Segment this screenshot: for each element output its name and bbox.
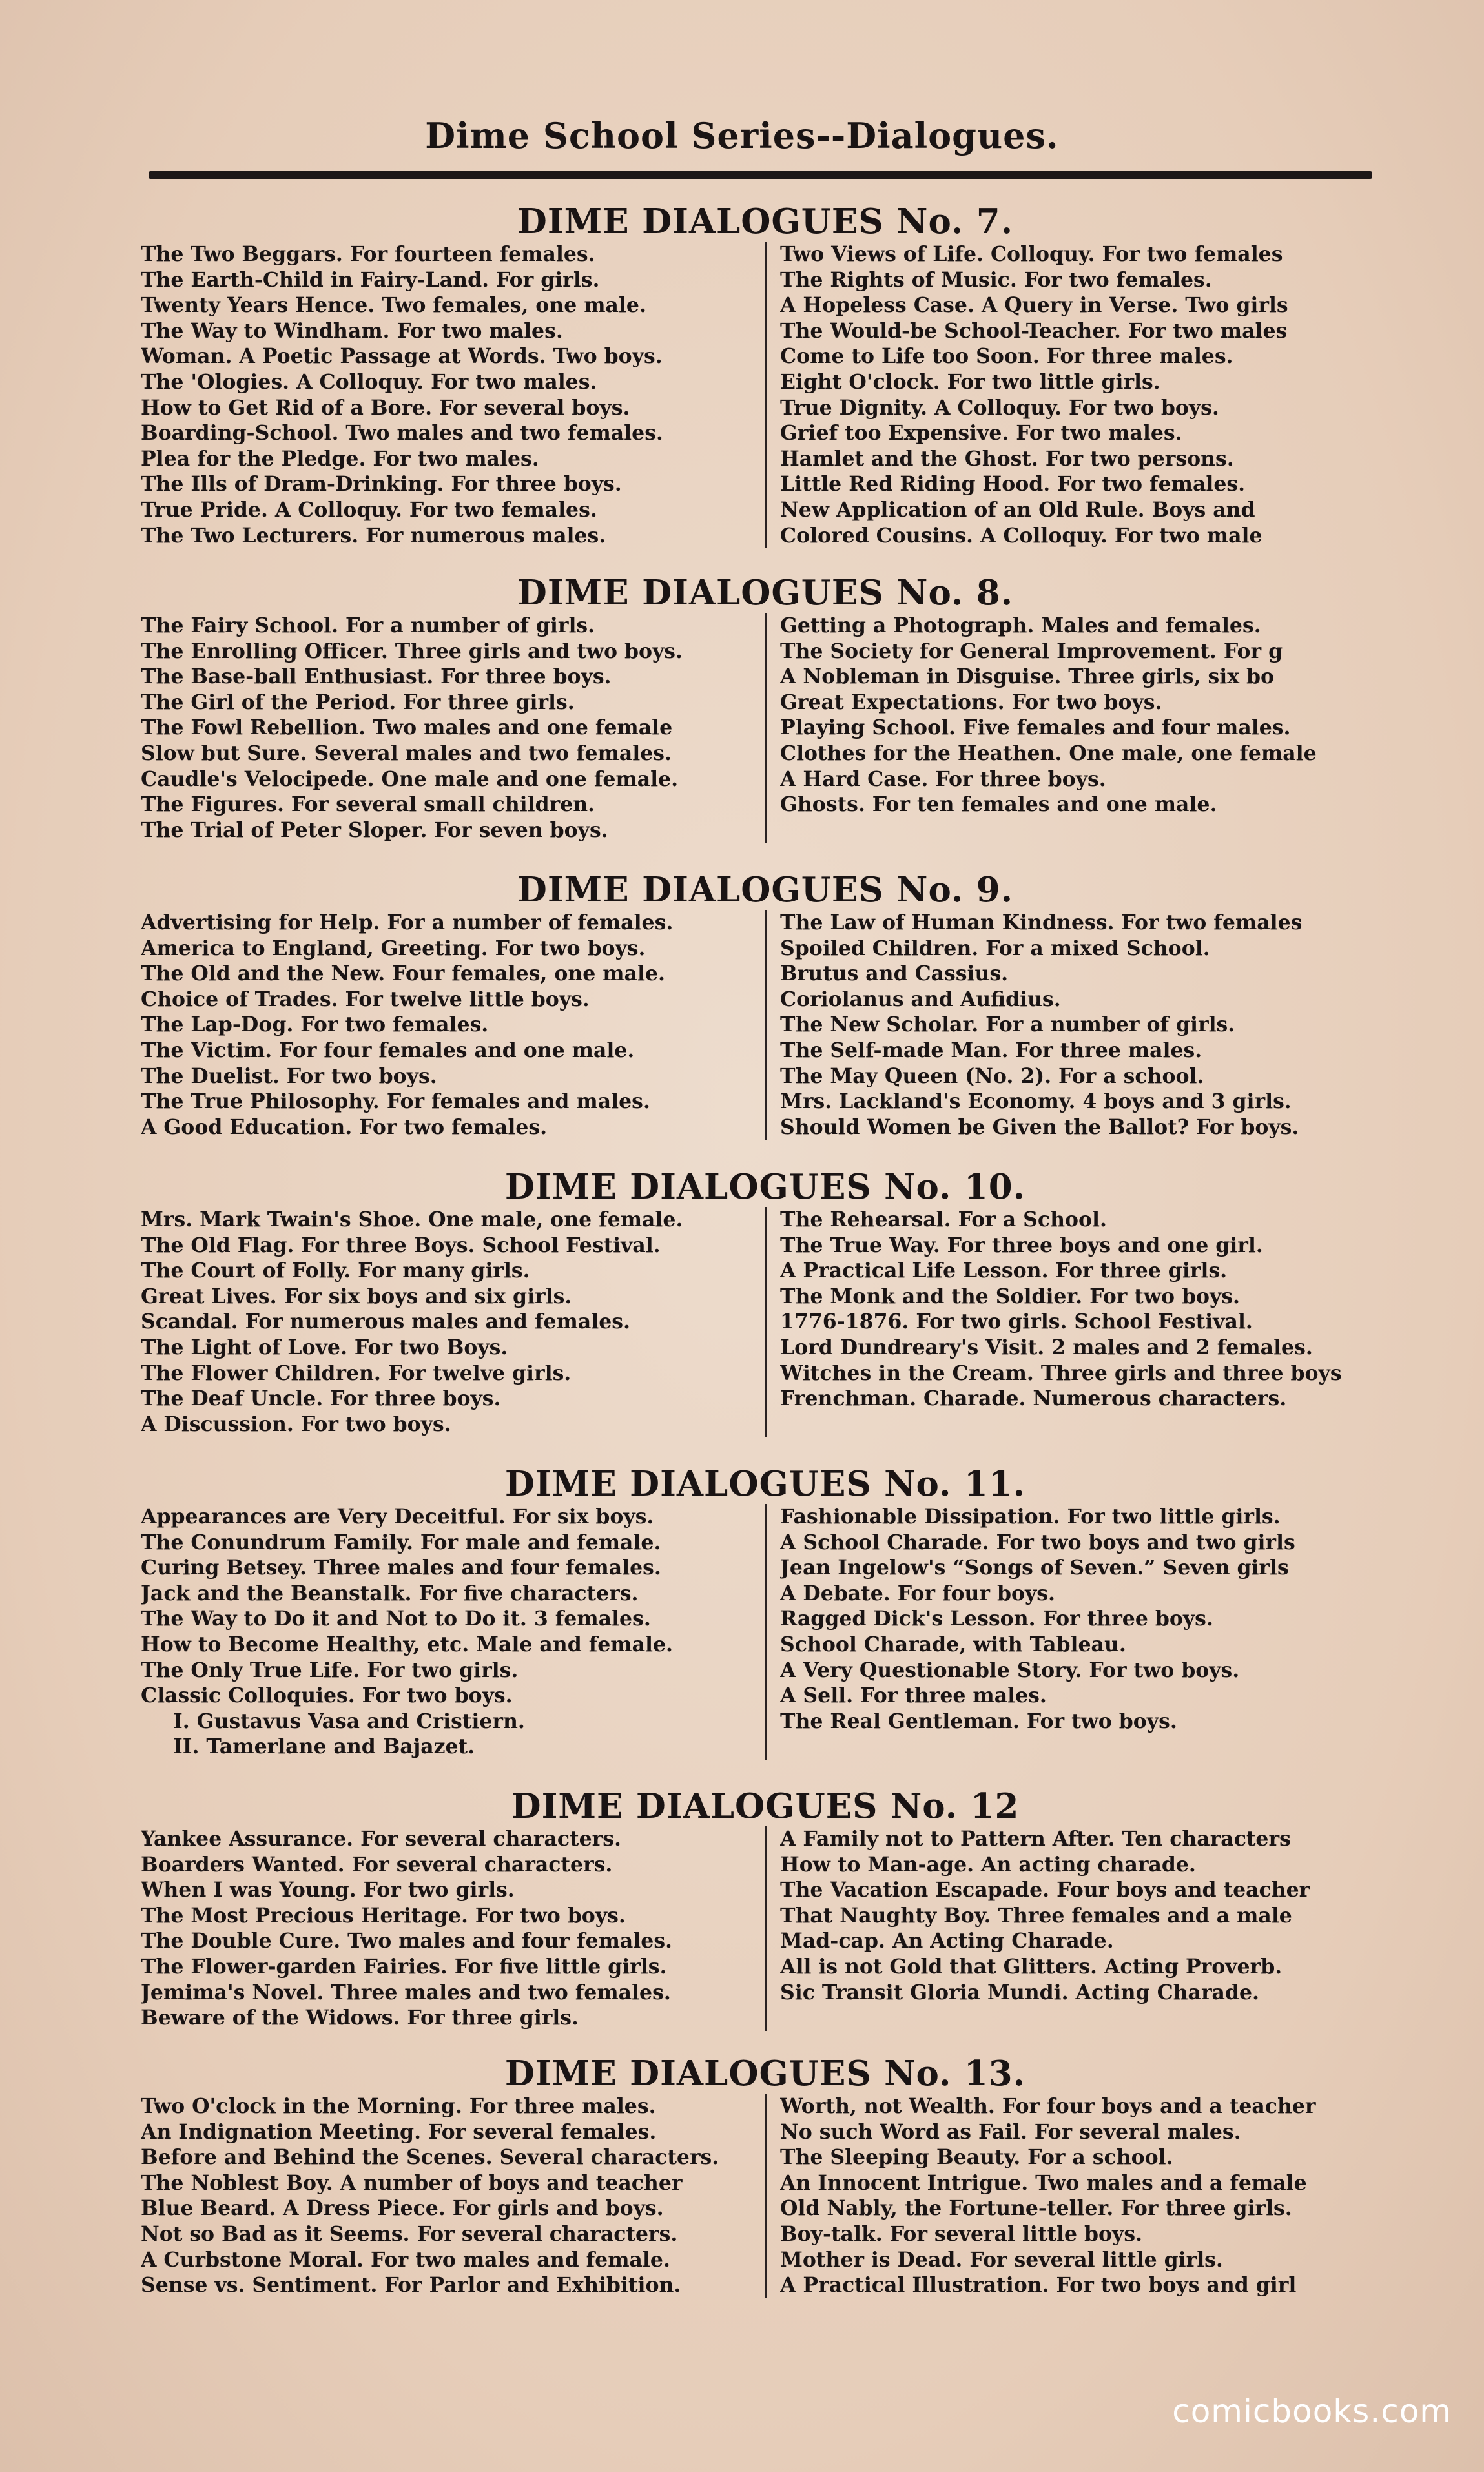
section-columns: [136, 2094, 1395, 2298]
list-item: The Victim. For four females and one male.: [141, 1038, 635, 1062]
list-item: The Two Lecturers. For numerous males.: [141, 523, 606, 548]
list-item: The Only True Life. For two girls.: [141, 1658, 519, 1682]
list-item: The Society for General Improvement. For g: [780, 639, 1283, 663]
list-item: The Figures. For several small children.: [141, 792, 595, 817]
list-item: The Noblest Boy. A number of boys and teacher: [141, 2170, 683, 2195]
list-item: Classic Colloquies. For two boys.: [141, 1684, 513, 1708]
list-item: No such Word as Fail. For several males.: [780, 2119, 1241, 2144]
list-item: The Flower-garden Fairies. For five little girls.: [141, 1954, 667, 1979]
list-item: The Sleeping Beauty. For a school.: [780, 2145, 1173, 2170]
list-item: All is not Gold that Glitters. Acting Proverb.: [780, 1954, 1283, 1979]
list-item: The Way to Windham. For two males.: [141, 318, 563, 343]
list-item: The Lap-Dog. For two females.: [141, 1013, 489, 1037]
list-item: Sense vs. Sentiment. For Parlor and Exhibition.: [141, 2273, 681, 2298]
list-item: The Enrolling Officer. Three girls and two boys.: [141, 639, 683, 663]
left-column: [136, 1207, 765, 1437]
list-item: America to England, Greeting. For two boys.: [141, 936, 646, 960]
list-item: The Old and the New. Four females, one male.: [141, 962, 665, 986]
list-item: Hamlet and the Ghost. For two persons.: [780, 446, 1234, 471]
list-item: When I was Young. For two girls.: [141, 1878, 515, 1902]
right-column: [765, 1207, 1395, 1437]
list-item: Slow but Sure. Several males and two females.: [141, 741, 672, 765]
list-item: The Light of Love. For two Boys.: [141, 1335, 508, 1359]
list-item: 1776-1876. For two girls. School Festival.: [780, 1310, 1253, 1334]
list-item: The Way to Do it and Not to Do it. 3 females.: [141, 1607, 651, 1631]
list-item: Before and Behind the Scenes. Several characters.: [141, 2145, 719, 2170]
section-title: DIME DIALOGUES No. 13.: [504, 2054, 1026, 2094]
list-item: The Two Beggars. For fourteen females.: [141, 242, 595, 266]
list-item: The Duelist. For two boys.: [141, 1064, 437, 1088]
list-item: Two O'clock in the Morning. For three males.: [141, 2094, 656, 2118]
list-item: The Flower Children. For twelve girls.: [141, 1361, 572, 1385]
list-item: Blue Beard. A Dress Piece. For girls and boys.: [141, 2196, 664, 2221]
list-item: The Would-be School-Teacher. For two males: [780, 318, 1288, 343]
list-item: An Indignation Meeting. For several females.: [141, 2119, 657, 2144]
list-item: Boarders Wanted. For several characters.: [141, 1852, 613, 1877]
list-item: A Family not to Pattern After. Ten characters: [780, 1827, 1291, 1851]
list-item: Colored Cousins. A Colloquy. For two male: [780, 523, 1262, 548]
list-item: A Curbstone Moral. For two males and female.: [141, 2247, 670, 2272]
list-item: The Rehearsal. For a School.: [780, 1208, 1107, 1231]
list-item: A Hopeless Case. A Query in Verse. Two girls: [780, 293, 1288, 318]
list-item: A Sell. For three males.: [780, 1684, 1047, 1708]
list-item: True Dignity. A Colloquy. For two boys.: [780, 395, 1219, 420]
list-item: The Double Cure. Two males and four females.: [141, 1929, 673, 1953]
section-dialogues-12: [136, 1786, 1395, 2031]
list-item: The Girl of the Period. For three girls.: [141, 690, 575, 714]
list-item: The Law of Human Kindness. For two females: [780, 911, 1303, 934]
list-item: A Discussion. For two boys.: [141, 1412, 451, 1436]
list-item: The May Queen (No. 2). For a school.: [780, 1064, 1204, 1088]
right-column: [765, 2094, 1395, 2298]
list-item: The New Scholar. For a number of girls.: [780, 1013, 1235, 1037]
list-item: How to Get Rid of a Bore. For several boys.: [141, 395, 630, 420]
list-item: The Most Precious Heritage. For two boys.: [141, 1903, 626, 1928]
list-item: Scandal. For numerous males and females.: [141, 1310, 630, 1334]
section-columns: [136, 1504, 1395, 1760]
list-item: The Real Gentleman. For two boys.: [780, 1709, 1177, 1733]
list-item: Boarding-School. Two males and two females.: [141, 421, 663, 446]
list-item: How to Man-age. An acting charade.: [780, 1852, 1196, 1877]
right-column: [765, 910, 1395, 1140]
list-item: I. Gustavus Vasa and Cristiern.: [173, 1709, 525, 1733]
list-item: Grief too Expensive. For two males.: [780, 421, 1182, 446]
section-title: DIME DIALOGUES No. 10.: [504, 1167, 1026, 1207]
header-rule: [149, 171, 1372, 179]
list-item: That Naughty Boy. Three females and a male: [780, 1903, 1292, 1928]
list-item: Boy-talk. For several little boys.: [780, 2221, 1143, 2246]
list-item: Choice of Trades. For twelve little boys.: [141, 987, 590, 1011]
list-item: Beware of the Widows. For three girls.: [141, 2006, 579, 2030]
right-column: [765, 242, 1395, 548]
section-dialogues-7: [136, 201, 1395, 548]
list-item: The Earth-Child in Fairy-Land. For girls.: [141, 267, 600, 292]
list-item: The Vacation Escapade. Four boys and teacher: [780, 1878, 1310, 1902]
section-columns: [136, 1826, 1395, 2031]
list-item: Curing Betsey. Three males and four females.: [141, 1556, 661, 1580]
list-item: The Monk and the Soldier. For two boys.: [780, 1284, 1240, 1308]
list-item: Jean Ingelow's “Songs of Seven.” Seven girls: [780, 1556, 1289, 1580]
list-item: The Old Flag. For three Boys. School Festival.: [141, 1233, 661, 1257]
list-item: Caudle's Velocipede. One male and one female.: [141, 767, 679, 791]
section-dialogues-8: [136, 573, 1395, 843]
list-item: Worth, not Wealth. For four boys and a teacher: [780, 2094, 1316, 2118]
list-item: Mad-cap. An Acting Charade.: [780, 1929, 1114, 1953]
list-item: A Practical Life Lesson. For three girls.: [780, 1259, 1228, 1283]
list-item: Old Nably, the Fortune-teller. For three girls.: [780, 2196, 1292, 2221]
right-column: [765, 613, 1395, 843]
list-item: The 'Ologies. A Colloquy. For two males.: [141, 369, 597, 394]
list-item: Clothes for the Heathen. One male, one female: [780, 741, 1317, 765]
left-column: [136, 1826, 765, 2031]
list-item: Mrs. Lackland's Economy. 4 boys and 3 girls.: [780, 1089, 1292, 1114]
list-item: The Self-made Man. For three males.: [780, 1038, 1202, 1062]
list-item: The Fowl Rebellion. Two males and one female: [141, 716, 673, 740]
list-item: Sic Transit Gloria Mundi. Acting Charade.: [780, 1980, 1260, 2004]
left-column: [136, 242, 765, 548]
section-title: DIME DIALOGUES No. 7.: [517, 201, 1014, 242]
list-item: Two Views of Life. Colloquy. For two females: [780, 242, 1283, 266]
list-item: A Hard Case. For three boys.: [780, 767, 1106, 791]
list-item: Twenty Years Hence. Two females, one male.: [141, 293, 646, 318]
list-item: The Court of Folly. For many girls.: [141, 1259, 530, 1283]
list-item: Lord Dundreary's Visit. 2 males and 2 females.: [780, 1335, 1313, 1359]
section-dialogues-10: [136, 1167, 1395, 1437]
list-item: A School Charade. For two boys and two girls: [780, 1530, 1295, 1554]
list-item: Jemima's Novel. Three males and two females.: [141, 1980, 671, 2004]
section-dialogues-11: [136, 1464, 1395, 1760]
list-item: Brutus and Cassius.: [780, 962, 1009, 986]
left-column: [136, 2094, 765, 2298]
list-item: A Very Questionable Story. For two boys.: [780, 1658, 1240, 1682]
list-item: The Base-ball Enthusiast. For three boys.: [141, 664, 612, 689]
list-item: Great Expectations. For two boys.: [780, 690, 1162, 714]
list-item: The Rights of Music. For two females.: [780, 267, 1212, 292]
list-item: A Practical Illustration. For two boys and girl: [780, 2273, 1297, 2298]
page-header: Dime School Series--Dialogues.: [425, 115, 1059, 156]
list-item: Ragged Dick's Lesson. For three boys.: [780, 1607, 1213, 1631]
list-item: Advertising for Help. For a number of females.: [141, 911, 674, 934]
list-item: The Fairy School. For a number of girls.: [141, 613, 595, 637]
list-item: The True Way. For three boys and one girl.: [780, 1233, 1263, 1257]
list-item: Coriolanus and Aufidius.: [780, 987, 1061, 1011]
left-column: [136, 613, 765, 843]
left-column: [136, 910, 765, 1140]
section-title: DIME DIALOGUES No. 8.: [517, 573, 1014, 613]
list-item: Come to Life too Soon. For three males.: [780, 344, 1233, 369]
list-item: The Deaf Uncle. For three boys.: [141, 1386, 501, 1411]
list-item: Fashionable Dissipation. For two little girls.: [780, 1505, 1281, 1529]
list-item: Witches in the Cream. Three girls and three boys: [780, 1361, 1342, 1385]
right-column: [765, 1826, 1395, 2031]
list-item: Not so Bad as it Seems. For several characters.: [141, 2221, 678, 2246]
section-dialogues-13: [136, 2054, 1395, 2298]
list-item: Eight O'clock. For two little girls.: [780, 369, 1160, 394]
list-item: Spoiled Children. For a mixed School.: [780, 936, 1210, 960]
list-item: Mrs. Mark Twain's Shoe. One male, one female.: [141, 1208, 683, 1231]
right-column: [765, 1504, 1395, 1760]
section-title: DIME DIALOGUES No. 9.: [517, 870, 1014, 910]
list-item: Yankee Assurance. For several characters.: [141, 1827, 621, 1851]
list-item: A Good Education. For two females.: [141, 1115, 548, 1139]
watermark: comicbooks.com: [1172, 2393, 1452, 2430]
list-item: Little Red Riding Hood. For two females.: [780, 472, 1246, 497]
section-columns: [136, 1207, 1395, 1437]
list-item: A Debate. For four boys.: [780, 1581, 1056, 1605]
list-item: Woman. A Poetic Passage at Words. Two boys.: [141, 344, 663, 369]
list-item: The Ills of Dram-Drinking. For three boys.: [141, 472, 622, 497]
section-title: DIME DIALOGUES No. 12: [511, 1786, 1020, 1826]
list-item: II. Tamerlane and Bajazet.: [173, 1735, 475, 1759]
section-columns: [136, 613, 1395, 843]
list-item: A Nobleman in Disguise. Three girls, six bo: [780, 664, 1274, 689]
section-columns: [136, 910, 1395, 1140]
list-item: The True Philosophy. For females and males.: [141, 1089, 650, 1114]
list-item: Jack and the Beanstalk. For five characters.: [141, 1581, 639, 1605]
list-item: The Conundrum Family. For male and female.: [141, 1530, 661, 1554]
list-item: School Charade, with Tableau.: [780, 1632, 1126, 1656]
list-item: Frenchman. Charade. Numerous characters.: [780, 1386, 1287, 1411]
list-item: Ghosts. For ten females and one male.: [780, 792, 1217, 817]
list-item: True Pride. A Colloquy. For two females.: [141, 497, 597, 522]
list-item: Getting a Photograph. Males and females.: [780, 613, 1261, 637]
section-columns: [136, 242, 1395, 548]
list-item: Great Lives. For six boys and six girls.: [141, 1284, 572, 1308]
list-item: Plea for the Pledge. For two males.: [141, 446, 539, 471]
list-item: New Application of an Old Rule. Boys and: [780, 497, 1255, 522]
section-title: DIME DIALOGUES No. 11.: [504, 1464, 1026, 1504]
list-item: Appearances are Very Deceitful. For six boys.: [141, 1505, 654, 1529]
list-item: Mother is Dead. For several little girls.: [780, 2247, 1223, 2272]
list-item: The Trial of Peter Sloper. For seven boys.: [141, 818, 608, 842]
list-item: How to Become Healthy, etc. Male and female.: [141, 1632, 673, 1656]
list-item: Should Women be Given the Ballot? For boys.: [780, 1115, 1299, 1139]
list-item: Playing School. Five females and four males.: [780, 716, 1291, 740]
list-item: An Innocent Intrigue. Two males and a female: [780, 2170, 1307, 2195]
left-column: [136, 1504, 765, 1760]
section-dialogues-9: [136, 870, 1395, 1140]
